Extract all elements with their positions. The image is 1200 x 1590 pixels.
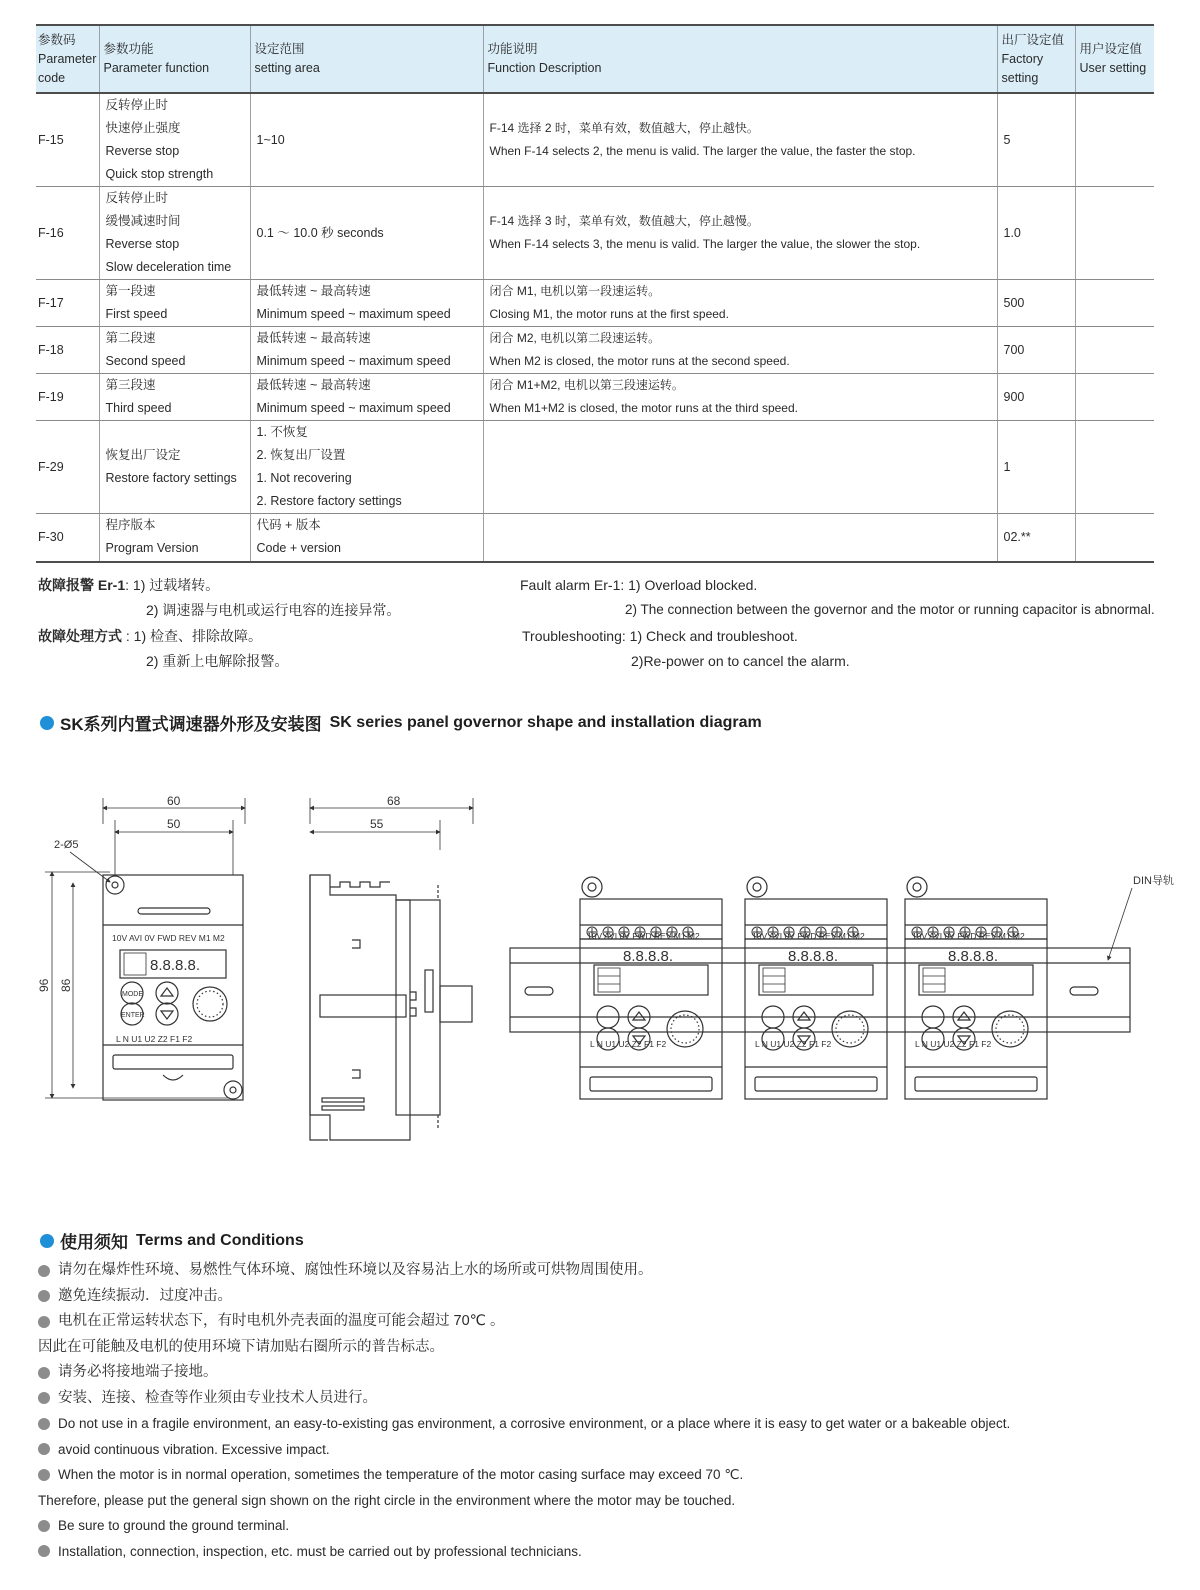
bullet-icon <box>38 1290 50 1302</box>
cell-range: 代码 + 版本 Code + version <box>250 514 483 562</box>
cell-user <box>1075 514 1154 562</box>
front-bottom-terminals: L N U1 U2 Z2 F1 F2 <box>116 1034 193 1044</box>
cell-user <box>1075 93 1154 187</box>
cell-factory: 900 <box>997 374 1075 421</box>
table-row <box>36 421 1154 514</box>
header-user: 用户设定值 User setting <box>1075 25 1154 93</box>
bullet-icon <box>38 1367 50 1379</box>
cell-factory: 02.** <box>997 514 1075 562</box>
cell-description: F-14 选择 3 时，菜单有效，数值越大，停止越慢。 When F-14 selects 3, the menu is valid. The larger the value, the slower the stop. <box>483 187 997 280</box>
enter-label: ENTER <box>121 1012 145 1019</box>
table-row <box>36 280 1154 327</box>
fault-troubleshoot-cn-2: 2) 重新上电解除报警。 <box>146 653 289 669</box>
bullet-icon <box>38 1520 50 1532</box>
cell-range: 0.1 ～ 10.0 秒 seconds <box>250 187 483 280</box>
bullet-icon <box>38 1316 50 1328</box>
table-row <box>36 514 1154 562</box>
terms-list <box>38 1258 1168 1564</box>
cell-factory: 700 <box>997 327 1075 374</box>
cell-user <box>1075 187 1154 280</box>
bullet-icon <box>38 1392 50 1404</box>
fault-alarm-cn: 故障报警 Er-1: 1) 过载堵转。 <box>38 577 220 593</box>
section-heading-terms: 使用须知 Terms and Conditions <box>40 1228 304 1253</box>
cell-factory: 500 <box>997 280 1075 327</box>
table-row <box>36 327 1154 374</box>
cell-user <box>1075 280 1154 327</box>
cell-factory: 1 <box>997 421 1075 514</box>
fault-alarm-en: Fault alarm Er-1: 1) Overload blocked. <box>520 577 758 593</box>
list-item: 因此在可能触及电机的使用环境下请加贴右圈所示的普告标志。 <box>38 1338 444 1355</box>
side-view <box>310 794 473 1140</box>
table-header-row <box>36 25 1154 93</box>
unit-2-bottom-terminals: L N U1 U2 Z2 F1 F2 <box>755 1039 832 1049</box>
cell-user <box>1075 421 1154 514</box>
dim-60: 60 <box>167 794 181 808</box>
unit-3-top-terminals: 10V AVI 0V FWD REV M1 M2 <box>912 931 1025 941</box>
din-rail-label: DIN导轨 <box>1133 875 1174 887</box>
dim-68: 68 <box>387 794 401 808</box>
cell-function: 第一段速 First speed <box>99 280 250 327</box>
list-item: Installation, connection, inspection, etc. must be carried out by professional technicians. <box>38 1539 1168 1565</box>
hole-label: 2-Ø5 <box>54 839 79 851</box>
list-item: Do not use in a fragile environment, an easy-to-existing gas environment, a corrosive environment, or a place where it is easy to get water or a bakeable object. <box>38 1411 1168 1437</box>
header-factory: 出厂设定值 Factory setting <box>997 25 1075 93</box>
cell-range: 最低转速 ~ 最高转速 Minimum speed ~ maximum speed <box>250 280 483 327</box>
list-item: 邀免连续振动．过度冲击。 <box>38 1284 1168 1310</box>
dim-55: 55 <box>370 817 384 831</box>
cell-code: F-29 <box>36 421 99 514</box>
governor-unit-3 <box>905 877 1047 1150</box>
cell-function: 第二段速 Second speed <box>99 327 250 374</box>
front-view <box>37 794 245 1100</box>
cell-user <box>1075 374 1154 421</box>
header-description: 功能说明 Function Description <box>483 25 997 93</box>
cell-function: 反转停止时 缓慢减速时间 Reverse stop Slow deceleration time <box>99 187 250 280</box>
cell-description: 闭合 M2, 电机以第二段速运转。 When M2 is closed, the motor runs at the second speed. <box>483 327 997 374</box>
parameter-table <box>36 24 1154 563</box>
list-item: 请务必将接地端子接地。 <box>38 1360 1168 1386</box>
dim-50: 50 <box>167 817 181 831</box>
cell-range: 最低转速 ~ 最高转速 Minimum speed ~ maximum speed <box>250 327 483 374</box>
installation-diagram <box>30 780 1180 1150</box>
display-digits: 8.8.8.8. <box>150 957 201 974</box>
list-item: 安装、连接、检查等作业须由专业技术人员进行。 <box>38 1386 1168 1412</box>
unit-3-bottom-terminals: L N U1 U2 Z2 F1 F2 <box>915 1039 992 1049</box>
bullet-dot-icon <box>40 716 54 730</box>
fault-alarm-en-2: 2) The connection between the governor and the motor or running capacitor is abnormal. <box>625 602 1155 617</box>
cell-code: F-18 <box>36 327 99 374</box>
table-row <box>36 187 1154 280</box>
list-item: 电机在正常运转状态下，有时电机外壳表面的温度可能会超过 70℃ 。 <box>38 1309 1168 1335</box>
table-row <box>36 93 1154 187</box>
unit-3-display: 8.8.8.8. <box>948 948 999 965</box>
front-top-terminals: 10V AVI 0V FWD REV M1 M2 <box>112 933 225 943</box>
cell-function: 第三段速 Third speed <box>99 374 250 421</box>
cell-description: 闭合 M1+M2, 电机以第三段速运转。 When M1+M2 is closed, the motor runs at the third speed. <box>483 374 997 421</box>
bullet-dot-icon <box>40 1234 54 1248</box>
cell-function: 反转停止时 快速停止强度 Reverse stop Quick stop strength <box>99 93 250 187</box>
header-function: 参数功能 Parameter function <box>99 25 250 93</box>
unit-1-top-terminals: 10V AVI 0V FWD REV M1 M2 <box>587 931 700 941</box>
section-heading-install: SK系列内置式调速器外形及安装图 SK series panel governor shape and installation diagram <box>40 710 762 735</box>
governor-unit-2 <box>745 877 887 1150</box>
header-code: 参数码 Parameter code <box>36 25 99 93</box>
dim-86: 86 <box>59 978 73 992</box>
list-item: avoid continuous vibration. Excessive impact. <box>38 1437 1168 1463</box>
cell-code: F-15 <box>36 93 99 187</box>
bullet-icon <box>38 1443 50 1455</box>
cell-factory: 5 <box>997 93 1075 187</box>
fault-troubleshoot-cn: 故障处理方式 : 1) 检查、排除故障。 <box>38 628 263 644</box>
cell-factory: 1.0 <box>997 187 1075 280</box>
cell-code: F-19 <box>36 374 99 421</box>
bullet-icon <box>38 1469 50 1481</box>
cell-description: F-14 选择 2 时，菜单有效，数值越大，停止越快。 When F-14 selects 2, the menu is valid. The larger the value, the faster the stop. <box>483 93 997 187</box>
cell-description <box>483 514 997 562</box>
cell-code: F-16 <box>36 187 99 280</box>
cell-function: 程序版本 Program Version <box>99 514 250 562</box>
list-item: Therefore, please put the general sign shown on the right circle in the environment where the motor may be touched. <box>38 1492 736 1508</box>
mode-label: MODE <box>122 991 143 998</box>
cell-user <box>1075 327 1154 374</box>
unit-2-top-terminals: 10V AVI 0V FWD REV M1 M2 <box>752 931 865 941</box>
cell-code: F-17 <box>36 280 99 327</box>
governor-unit-1 <box>580 877 722 1150</box>
cell-description: 闭合 M1, 电机以第一段速运转。 Closing M1, the motor runs at the first speed. <box>483 280 997 327</box>
din-rail-view <box>510 873 1174 1150</box>
list-item: Be sure to ground the ground terminal. <box>38 1513 1168 1539</box>
cell-code: F-30 <box>36 514 99 562</box>
bullet-icon <box>38 1265 50 1277</box>
unit-2-display: 8.8.8.8. <box>788 948 839 965</box>
dim-96: 96 <box>37 978 51 992</box>
bullet-icon <box>38 1418 50 1430</box>
cell-range: 1~10 <box>250 93 483 187</box>
cell-function: 恢复出厂设定 Restore factory settings <box>99 421 250 514</box>
list-item: When the motor is in normal operation, sometimes the temperature of the motor casing surface may exceed 70 ℃. <box>38 1462 1168 1488</box>
header-range: 设定范围 setting area <box>250 25 483 93</box>
cell-description <box>483 421 997 514</box>
bullet-icon <box>38 1545 50 1557</box>
cell-range: 最低转速 ~ 最高转速 Minimum speed ~ maximum speed <box>250 374 483 421</box>
table-row <box>36 374 1154 421</box>
fault-alarm-cn-2: 2) 调速器与电机或运行电容的连接异常。 <box>146 602 401 618</box>
unit-1-bottom-terminals: L N U1 U2 Z2 F1 F2 <box>590 1039 667 1049</box>
cell-range: 1. 不恢复 2. 恢复出厂设置 1. Not recovering 2. Restore factory settings <box>250 421 483 514</box>
list-item: 请勿在爆炸性环境、易燃性气体环境、腐蚀性环境以及容易沾上水的场所或可烘物周围使用。 <box>38 1258 1168 1284</box>
unit-1-display: 8.8.8.8. <box>623 948 674 965</box>
fault-troubleshoot-en: Troubleshooting: 1) Check and troubleshoot. <box>522 628 798 644</box>
fault-troubleshoot-en-2: 2)Re-power on to cancel the alarm. <box>631 653 850 669</box>
